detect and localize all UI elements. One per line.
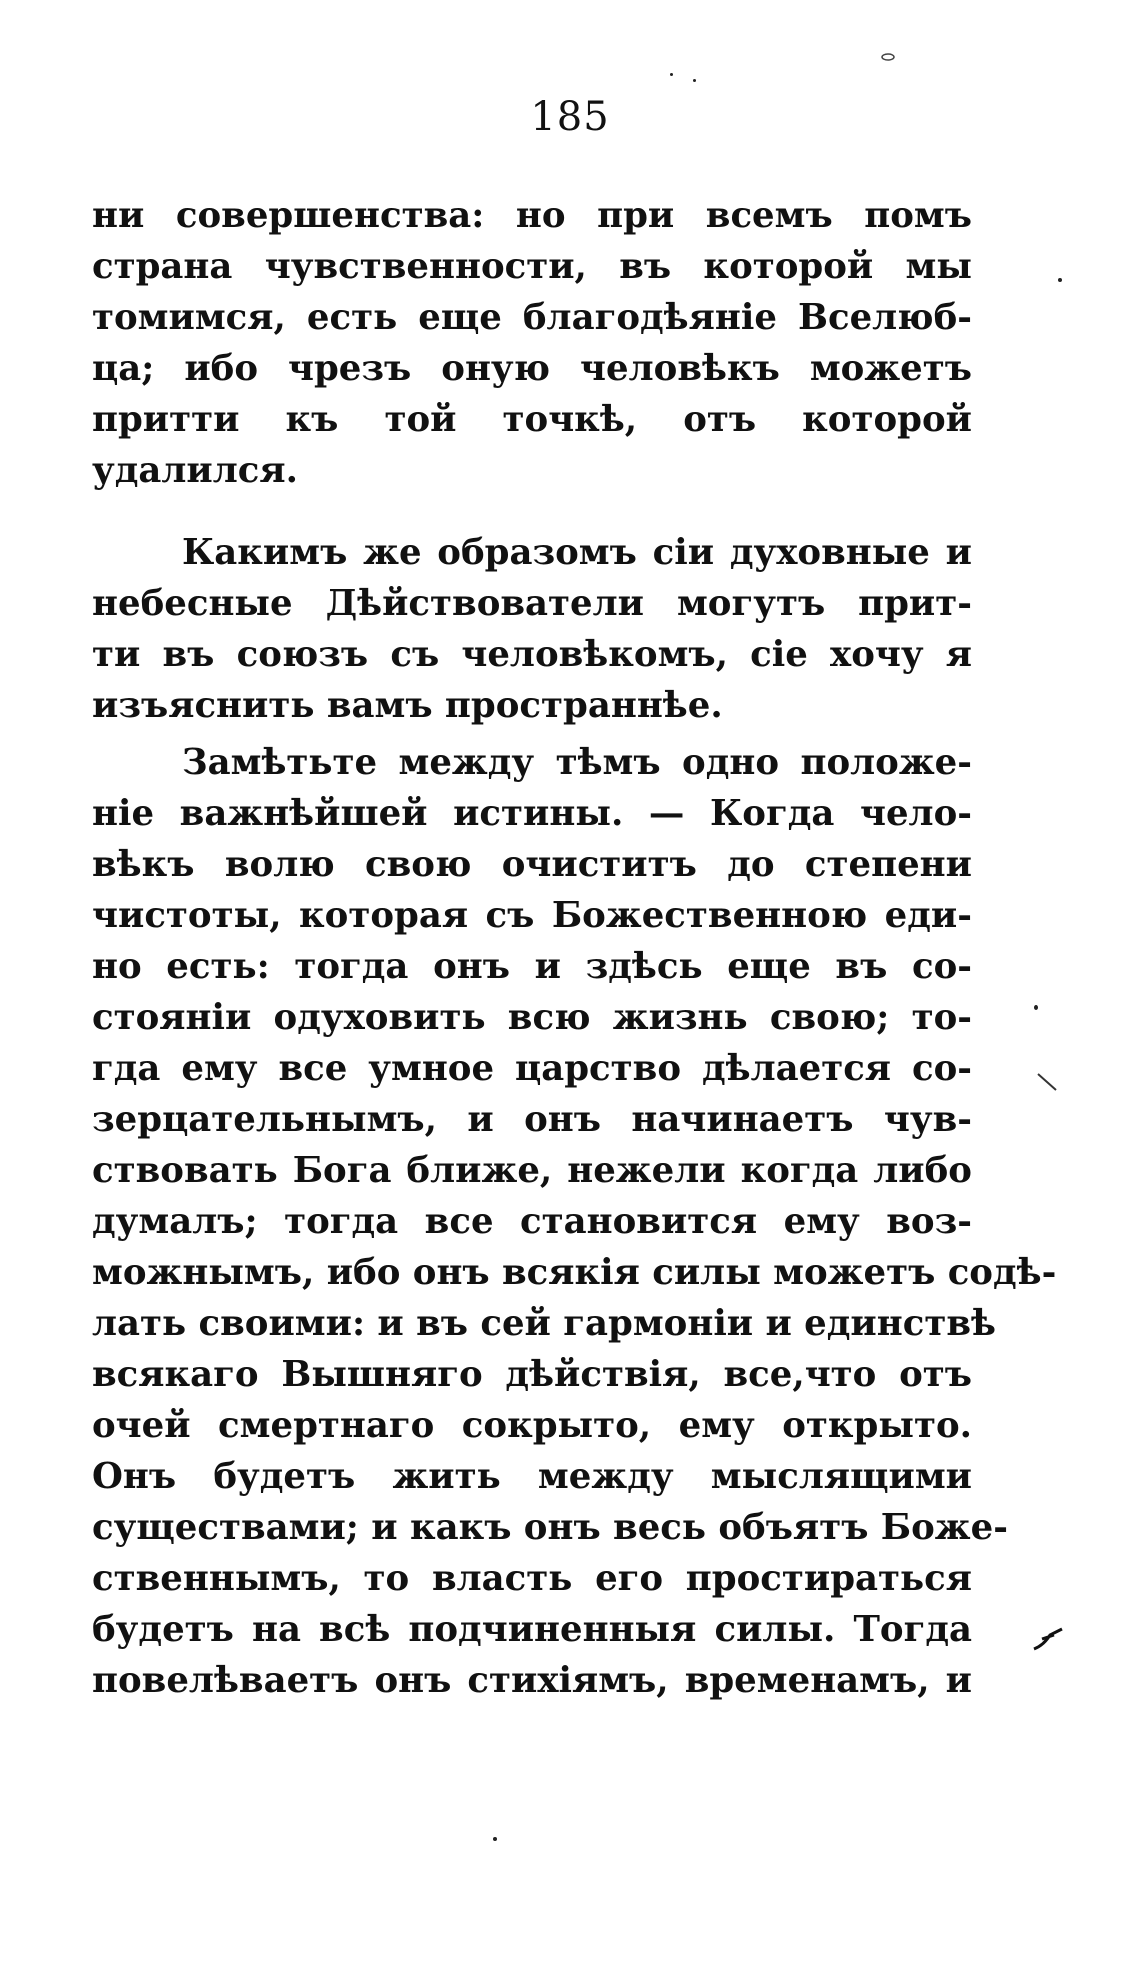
text-line: гда ему все умное царство дѣлается со- [92, 1048, 972, 1089]
text-line: можнымъ, ибо онъ всякія силы можетъ содѣ- [92, 1252, 1057, 1293]
text-line: ственнымъ, то власть его простираться [92, 1558, 972, 1599]
text-line: ствовать Бога ближе, нежели когда либо [92, 1150, 972, 1191]
text-line: Какимъ же образомъ сіи духовные и [182, 532, 972, 573]
text-line: существами; и какъ онъ весь объятъ Боже- [92, 1507, 1008, 1548]
text-line: зерцательнымъ, и онъ начинаетъ чув- [92, 1099, 972, 1140]
page-number: 185 [530, 94, 610, 140]
paragraph-2 [92, 527, 972, 731]
text-line: страна чувственности, въ которой мы [92, 246, 972, 287]
corner-mark-icon [880, 52, 896, 62]
text-line: Замѣтьте между тѣмъ одно положе- [182, 742, 972, 783]
text-line: ни совершенства: но при всемъ помъ [92, 195, 972, 236]
paragraph-1 [92, 190, 972, 496]
scan-speck [493, 1837, 497, 1841]
text-line: вѣкъ волю свою очиститъ до степени [92, 844, 972, 885]
scan-speck [670, 73, 673, 76]
tick-mark-icon [1036, 1072, 1060, 1094]
text-line: ніе важнѣйшей истины. — Когда чело- [92, 793, 972, 834]
text-line: ти въ союзъ съ человѣкомъ, сіе хочу я [92, 634, 972, 675]
ink-flourish-icon [1030, 1625, 1066, 1653]
paragraph-3 [92, 737, 1057, 1706]
text-line: ца; ибо чрезъ оную человѣкъ можетъ [92, 348, 972, 389]
text-line: удалился. [92, 450, 298, 491]
text-line: но есть: тогда онъ и здѣсь еще въ со- [92, 946, 972, 987]
text-line: лать своими: и въ сей гармоніи и единствѣ [92, 1303, 996, 1344]
text-line: всякаго Вышняго дѣйствія, все,что отъ [92, 1354, 972, 1395]
scan-speck [1058, 278, 1062, 282]
text-line: будетъ на всѣ подчиненныя силы. Тогда [92, 1609, 972, 1650]
text-line: очей смертнаго сокрыто, ему открыто. [92, 1405, 972, 1446]
text-line: Онъ будетъ жить между мыслящими [92, 1456, 972, 1497]
text-line: стояніи одуховить всю жизнь свою; то- [92, 997, 972, 1038]
text-line: притти къ той точкѣ, отъ которой [92, 399, 972, 440]
text-line: изъяснить вамъ пространнѣе. [92, 685, 723, 726]
text-line: повелѣваетъ онъ стихіямъ, временамъ, и [92, 1660, 972, 1701]
text-line: томимся, есть еще благодѣяніе Вселюб- [92, 297, 972, 338]
text-line: чистоты, которая съ Божественною еди- [92, 895, 972, 936]
text-line: небесные Дѣйствователи могутъ прит- [92, 583, 972, 624]
scan-speck [1034, 1005, 1038, 1010]
text-line: думалъ; тогда все становится ему воз- [92, 1201, 972, 1242]
scan-speck [693, 79, 696, 82]
